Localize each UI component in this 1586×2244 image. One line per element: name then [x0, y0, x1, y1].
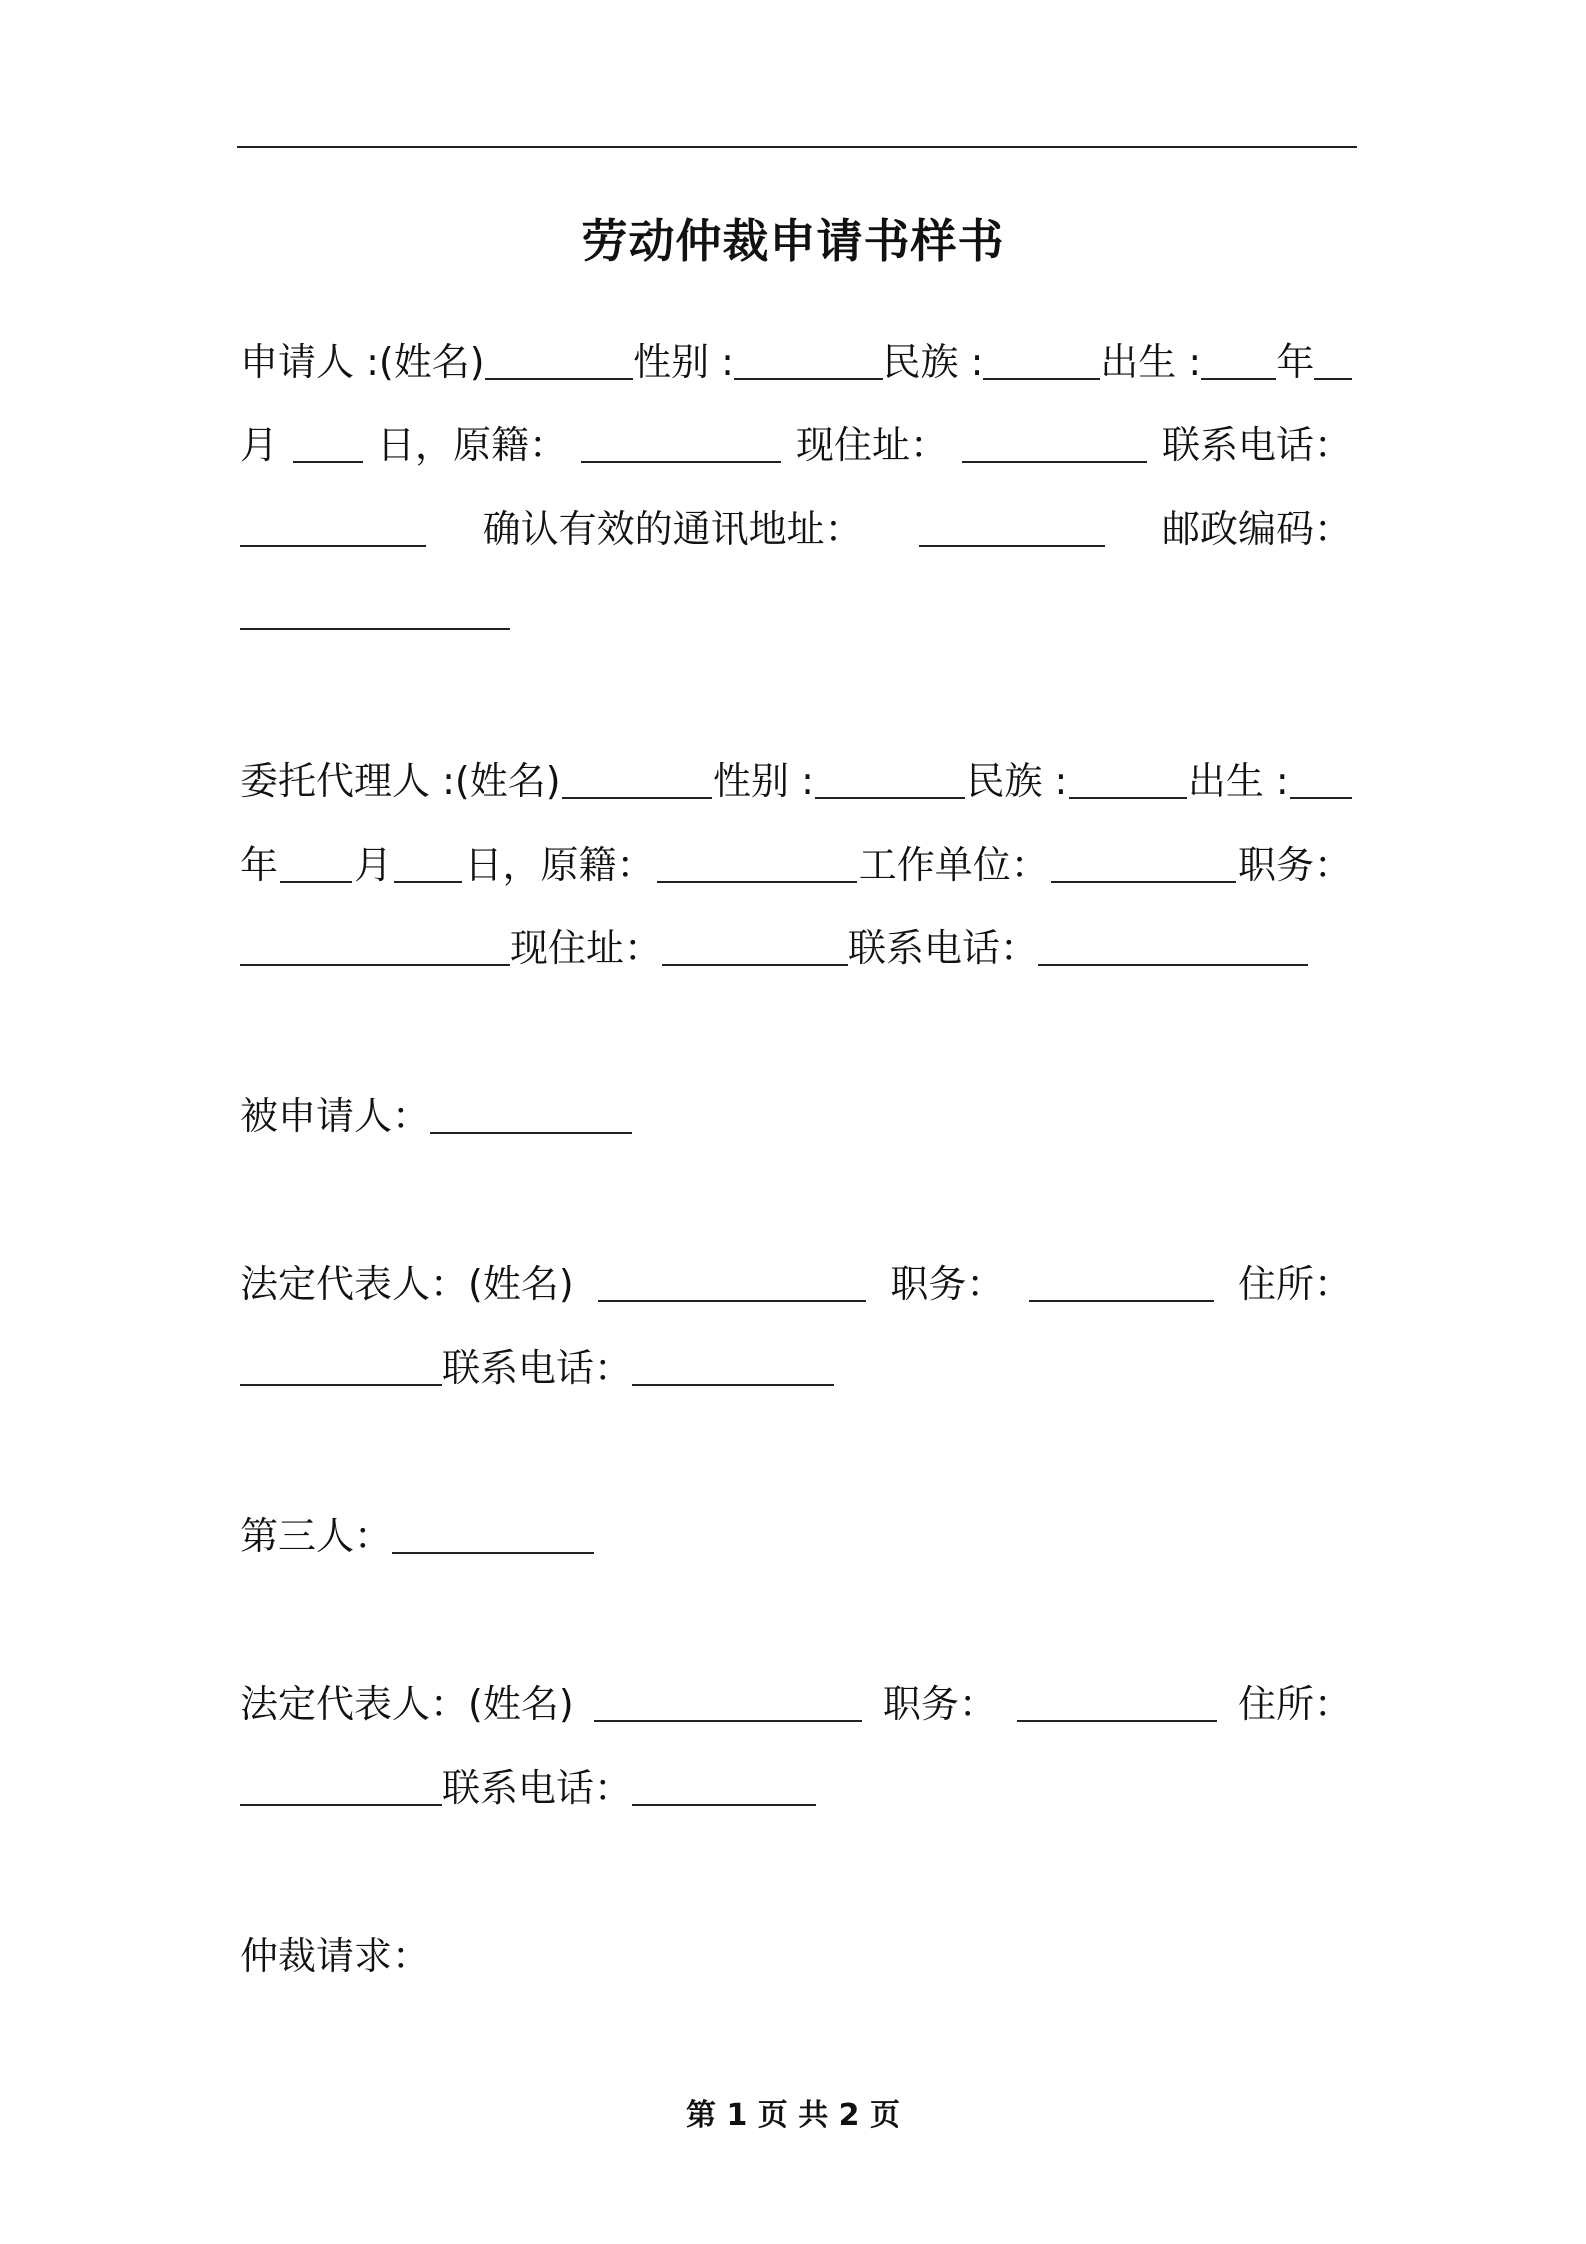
third-party-rep-name-blank[interactable]: [594, 1686, 862, 1722]
agent-birth-year-blank[interactable]: [1290, 763, 1352, 799]
third-party-rep-position-label: 职务：: [882, 1682, 997, 1726]
claims-label: 仲裁请求：: [240, 1934, 431, 1978]
applicant-address-blank[interactable]: [962, 427, 1147, 463]
respondent-rep-position-blank[interactable]: [1029, 1266, 1214, 1302]
applicant-mail-address-label: 确认有效的通讯地址：: [482, 507, 863, 551]
applicant-month-label: 月: [240, 423, 279, 467]
agent-phone-blank[interactable]: [1038, 930, 1308, 966]
agent-birth-label: 出生 :: [1187, 759, 1289, 803]
applicant-birth-day-blank[interactable]: [293, 427, 363, 463]
agent-gender-label: 性别 :: [713, 759, 814, 803]
page-footer: 第 1 页 共 2 页: [686, 2098, 900, 2133]
agent-line-3: [240, 923, 1308, 973]
agent-line-2: [240, 840, 1352, 890]
third-party-rep-domicile-blank[interactable]: [240, 1770, 442, 1806]
agent-origin-label: 日，原籍：: [464, 843, 655, 887]
applicant-line-4: [240, 587, 510, 637]
respondent-rep-phone-blank[interactable]: [632, 1350, 834, 1386]
third-party-rep-position-blank[interactable]: [1017, 1686, 1217, 1722]
respondent-blank[interactable]: [430, 1098, 632, 1134]
third-party-rep-line-1: [240, 1679, 1352, 1729]
agent-month-label: 月: [354, 843, 393, 887]
agent-workplace-blank[interactable]: [1051, 847, 1236, 883]
applicant-postcode-blank[interactable]: [240, 594, 510, 630]
third-party-rep-phone-blank[interactable]: [632, 1770, 816, 1806]
respondent-rep-line-2: [240, 1343, 834, 1393]
applicant-name-label: 申请人 :(姓名): [240, 340, 485, 384]
third-party-label: 第三人：: [240, 1514, 393, 1558]
applicant-phone-label: 联系电话：: [1161, 423, 1352, 467]
applicant-birth-year-blank[interactable]: [1201, 344, 1276, 380]
agent-name-label: 委托代理人 :(姓名): [240, 759, 561, 803]
third-party-rep-line-2: [240, 1763, 816, 1813]
respondent-line: [240, 1091, 632, 1141]
agent-year-label: 年: [240, 843, 279, 887]
respondent-rep-name-label: 法定代表人：(姓名): [240, 1262, 574, 1306]
applicant-ethnicity-label: 民族 :: [882, 340, 984, 384]
agent-ethnicity-label: 民族 :: [966, 759, 1068, 803]
agent-birth-month-blank[interactable]: [280, 847, 352, 883]
applicant-birth-label: 出生 :: [1100, 340, 1202, 384]
claims-line: [240, 1931, 430, 1981]
agent-phone-label: 联系电话：: [848, 926, 1039, 970]
applicant-phone-blank[interactable]: [240, 511, 426, 547]
applicant-birth-month-blank[interactable]: [1314, 344, 1352, 380]
agent-origin-blank[interactable]: [657, 847, 857, 883]
document-title: 劳动仲裁申请书样书: [581, 214, 1005, 268]
respondent-rep-position-label: 职务：: [890, 1262, 1005, 1306]
applicant-line-3: [240, 504, 1352, 554]
respondent-rep-phone-label: 联系电话：: [442, 1346, 633, 1390]
agent-line-1: [240, 756, 1352, 806]
applicant-origin-label: 日，原籍：: [376, 423, 567, 467]
applicant-line-2: [240, 420, 1352, 470]
third-party-blank[interactable]: [392, 1518, 594, 1554]
agent-address-label: 现住址：: [510, 926, 663, 970]
agent-birth-day-blank[interactable]: [394, 847, 462, 883]
third-party-rep-phone-label: 联系电话：: [442, 1766, 633, 1810]
agent-name-blank[interactable]: [562, 763, 712, 799]
applicant-gender-label: 性别 :: [633, 340, 734, 384]
agent-address-blank[interactable]: [662, 930, 848, 966]
header-rule: [237, 146, 1357, 148]
respondent-rep-name-blank[interactable]: [598, 1266, 866, 1302]
applicant-mail-address-blank[interactable]: [919, 511, 1105, 547]
respondent-label: 被申请人：: [240, 1094, 431, 1138]
applicant-postcode-label: 邮政编码：: [1161, 507, 1352, 551]
applicant-origin-blank[interactable]: [581, 427, 781, 463]
respondent-rep-domicile-label: 住所：: [1237, 1262, 1352, 1306]
applicant-ethnicity-blank[interactable]: [983, 344, 1100, 380]
third-party-rep-domicile-label: 住所：: [1237, 1682, 1352, 1726]
applicant-gender-blank[interactable]: [734, 344, 883, 380]
applicant-year-label: 年: [1276, 340, 1315, 384]
agent-gender-blank[interactable]: [815, 763, 965, 799]
applicant-name-blank[interactable]: [485, 344, 634, 380]
respondent-rep-domicile-blank[interactable]: [240, 1350, 442, 1386]
applicant-address-label: 现住址：: [795, 423, 948, 467]
agent-workplace-label: 工作单位：: [858, 843, 1049, 887]
applicant-line-1: [240, 337, 1352, 387]
third-party-rep-name-label: 法定代表人：(姓名): [240, 1682, 574, 1726]
agent-ethnicity-blank[interactable]: [1069, 763, 1187, 799]
agent-position-blank[interactable]: [240, 930, 510, 966]
third-party-line: [240, 1511, 594, 1561]
agent-position-label: 职务：: [1237, 843, 1352, 887]
respondent-rep-line-1: [240, 1259, 1352, 1309]
